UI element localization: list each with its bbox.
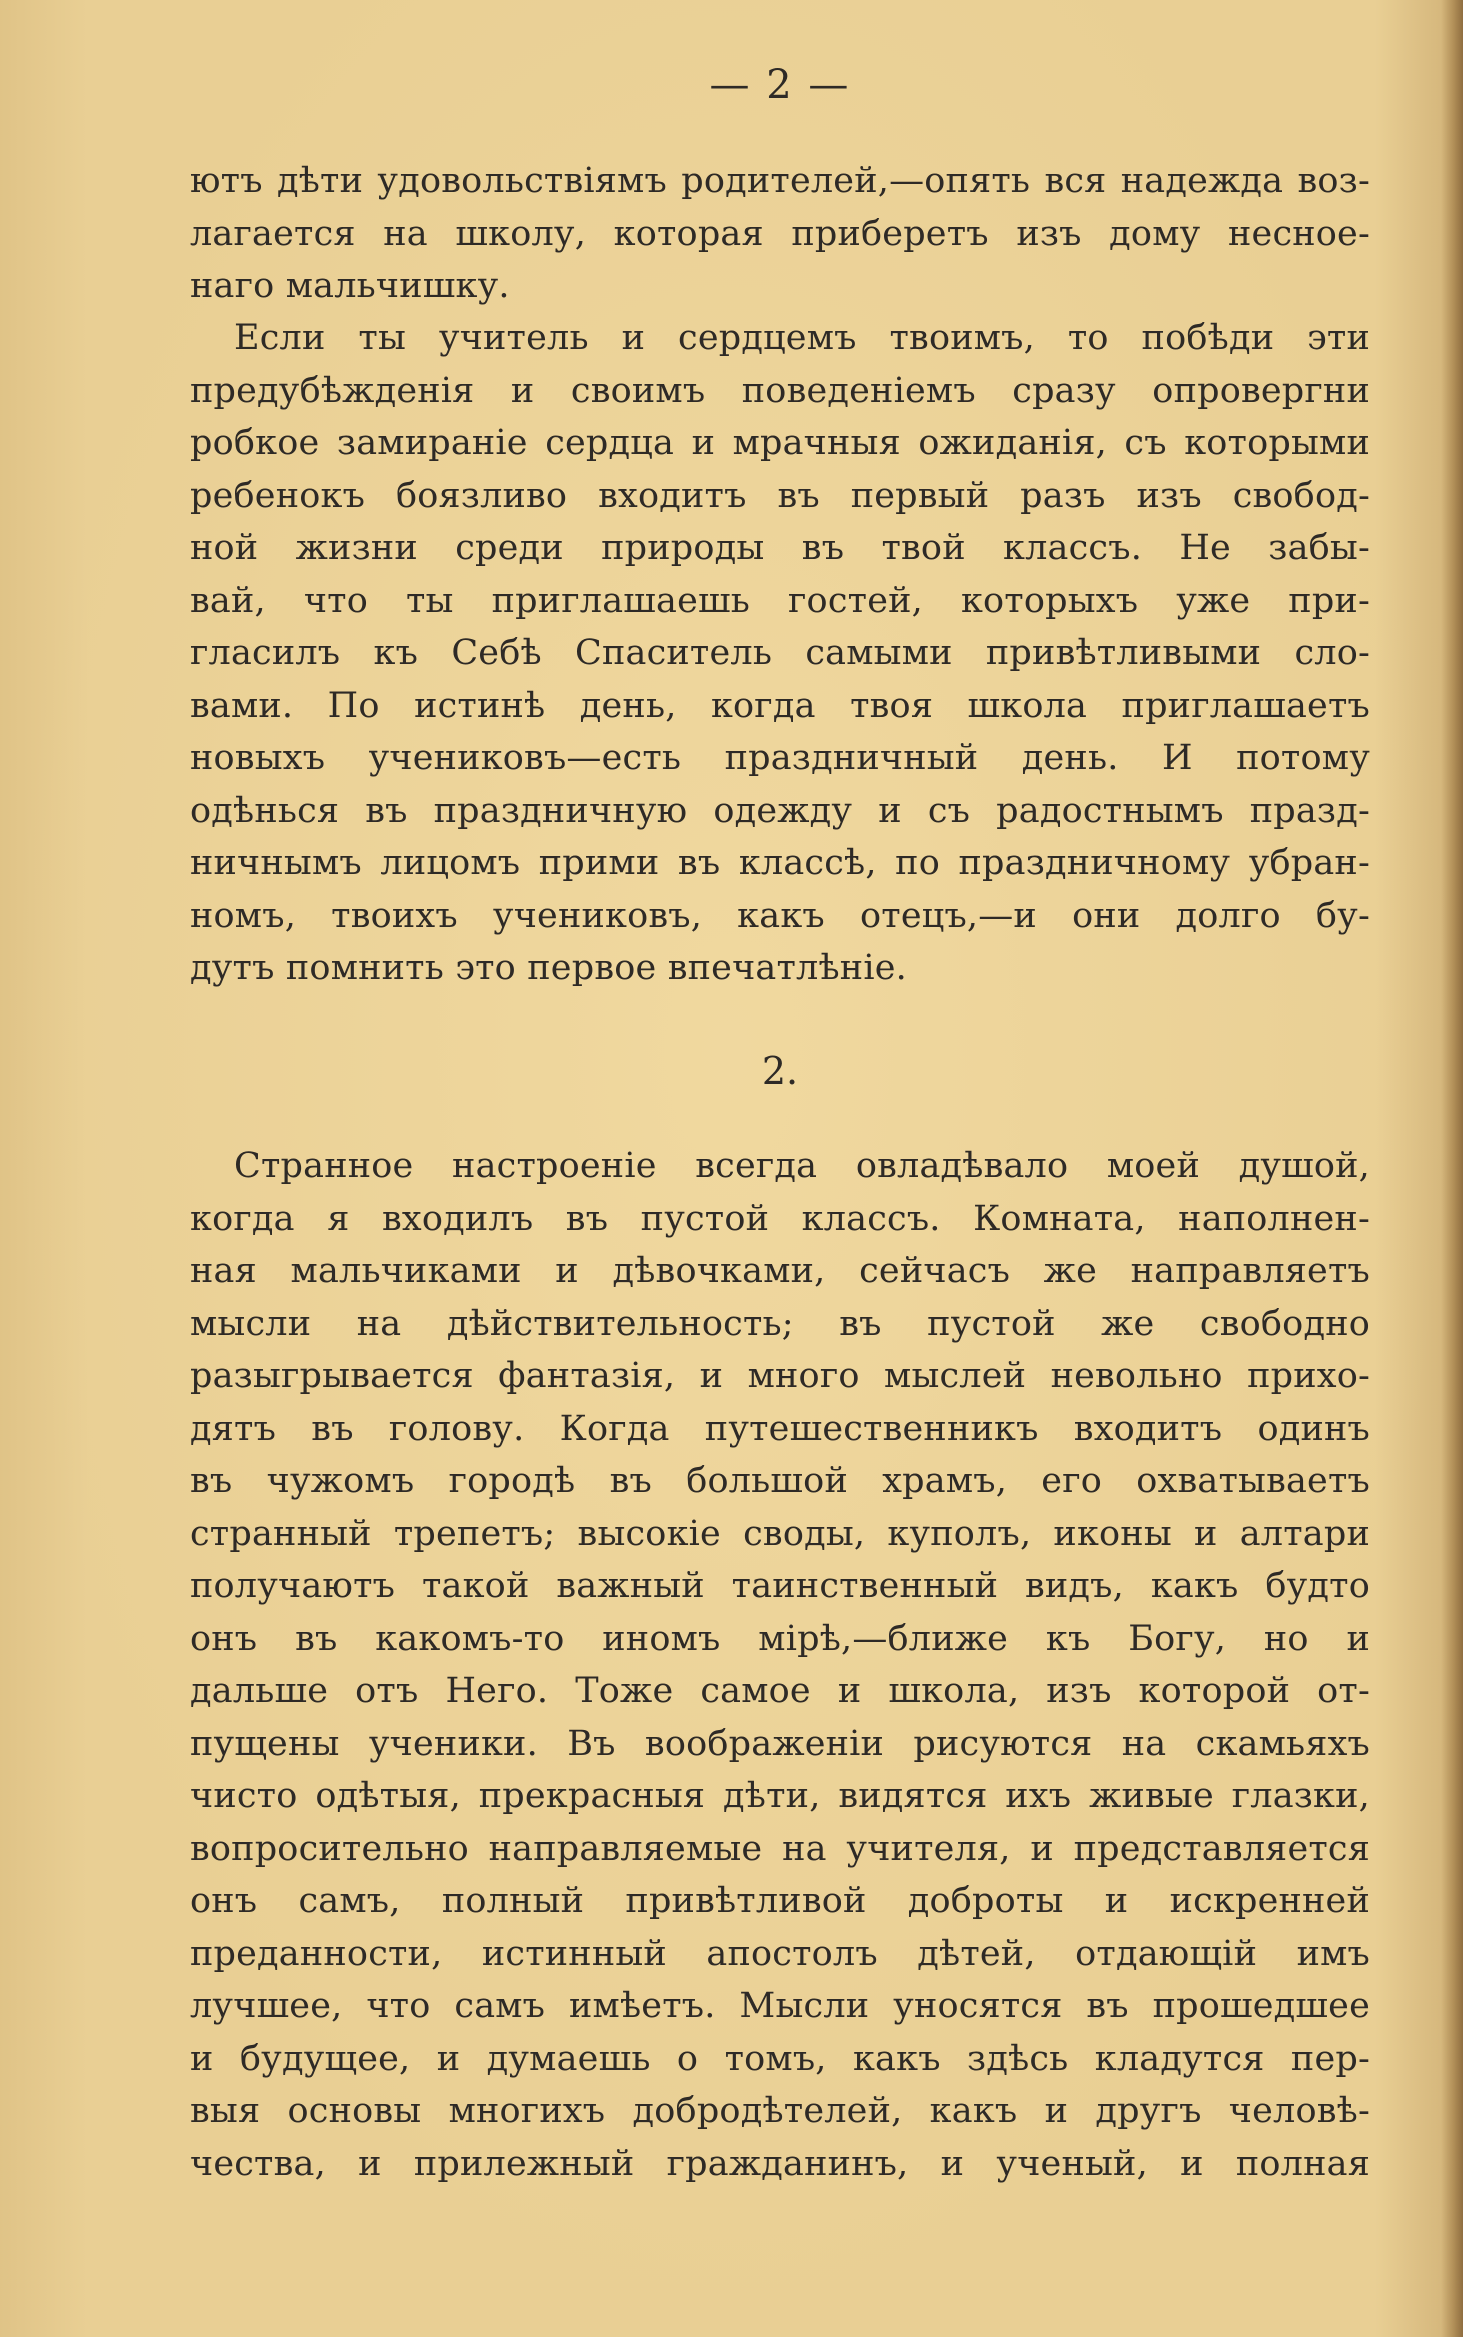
text-line: новыхъ учениковъ—есть праздничный день. И потому bbox=[190, 738, 1370, 778]
text-line: вай, что ты приглашаешь гостей, которыхъ уже при- bbox=[190, 580, 1370, 621]
paragraph-1 bbox=[190, 155, 1370, 313]
text-line: дятъ въ голову. Когда путешественникъ входитъ одинъ bbox=[190, 1408, 1370, 1449]
text-line: когда я входилъ въ пустой классъ. Комната, наполнен- bbox=[190, 1198, 1370, 1239]
text-line: пущены ученики. Въ воображеніи рисуются на скамьяхъ bbox=[190, 1723, 1370, 1764]
text-line: странный трепетъ; высокіе своды, куполъ, иконы и алтари bbox=[190, 1513, 1370, 1554]
text-line: разыгрывается фантазія, и много мыслей невольно прихо- bbox=[190, 1356, 1370, 1396]
text-line: одѣнься въ праздничную одежду и съ радостнымъ празд- bbox=[190, 790, 1370, 831]
text-line: мысли на дѣйствительность; въ пустой же свободно bbox=[190, 1303, 1370, 1344]
text-line: преданности, истинный апостолъ дѣтей, отдающій имъ bbox=[190, 1933, 1370, 1974]
section-number: 2. bbox=[761, 1049, 799, 1093]
text-line: Если ты учитель и сердцемъ твоимъ, то побѣди эти bbox=[234, 318, 1370, 358]
text-line: ребенокъ боязливо входитъ въ первый разъ изъ свобод- bbox=[190, 475, 1370, 516]
text-line: гласилъ къ Себѣ Спаситель самыми привѣтливыми сло- bbox=[190, 633, 1370, 673]
text-line: дутъ помнить это первое впечатлѣніе. bbox=[190, 948, 907, 988]
text-line: выя основы многихъ добродѣтелей, какъ и другъ человѣ- bbox=[190, 2091, 1370, 2131]
paragraph-2 bbox=[190, 312, 1370, 995]
text-line: вами. По истинѣ день, когда твоя школа приглашаетъ bbox=[190, 685, 1370, 726]
text-line: чества, и прилежный гражданинъ, и ученый, и полная bbox=[190, 2143, 1370, 2184]
text-line: ная мальчиками и дѣвочками, сейчасъ же направляетъ bbox=[190, 1251, 1370, 1291]
text-line: онъ самъ, полный привѣтливой доброты и искренней bbox=[190, 1881, 1370, 1921]
text-line: онъ въ какомъ-то иномъ мірѣ,—ближе къ Богу, но и bbox=[190, 1618, 1370, 1659]
text-line: получаютъ такой важный таинственный видъ, какъ будто bbox=[190, 1566, 1370, 1606]
text-line: чисто одѣтыя, прекрасныя дѣти, видятся ихъ живые глазки, bbox=[190, 1776, 1370, 1816]
paragraph-3 bbox=[190, 1140, 1370, 2190]
text-line: наго мальчишку. bbox=[190, 266, 510, 306]
text-line: въ чужомъ городѣ въ большой храмъ, его охватываетъ bbox=[190, 1461, 1370, 1501]
page-number: — 2 — bbox=[709, 62, 851, 108]
text-line: лучшее, что самъ имѣетъ. Мысли уносятся въ прошедшее bbox=[190, 1986, 1370, 2026]
page-edge-shadow bbox=[1441, 0, 1463, 2337]
text-line: лагается на школу, которая приберетъ изъ дому несное- bbox=[190, 213, 1370, 254]
text-line: предубѣжденія и своимъ поведеніемъ сразу опровергни bbox=[190, 370, 1370, 411]
text-line: ютъ дѣти удовольствіямъ родителей,—опять вся надежда воз- bbox=[190, 161, 1370, 201]
text-line: дальше отъ Него. Тоже самое и школа, изъ которой от- bbox=[190, 1671, 1370, 1711]
text-line: номъ, твоихъ учениковъ, какъ отецъ,—и они долго бу- bbox=[190, 895, 1370, 936]
text-line: вопросительно направляемые на учителя, и представляется bbox=[190, 1828, 1370, 1869]
text-line: и будущее, и думаешь о томъ, какъ здѣсь кладутся пер- bbox=[190, 2038, 1370, 2079]
text-line: Странное настроеніе всегда овладѣвало моей душой, bbox=[234, 1146, 1370, 1186]
text-line: ничнымъ лицомъ прими въ классѣ, по праздничному убран- bbox=[190, 843, 1370, 883]
text-line: ной жизни среди природы въ твой классъ. Не забы- bbox=[190, 528, 1370, 568]
text-line: робкое замираніе сердца и мрачныя ожиданія, съ которыми bbox=[190, 423, 1370, 463]
